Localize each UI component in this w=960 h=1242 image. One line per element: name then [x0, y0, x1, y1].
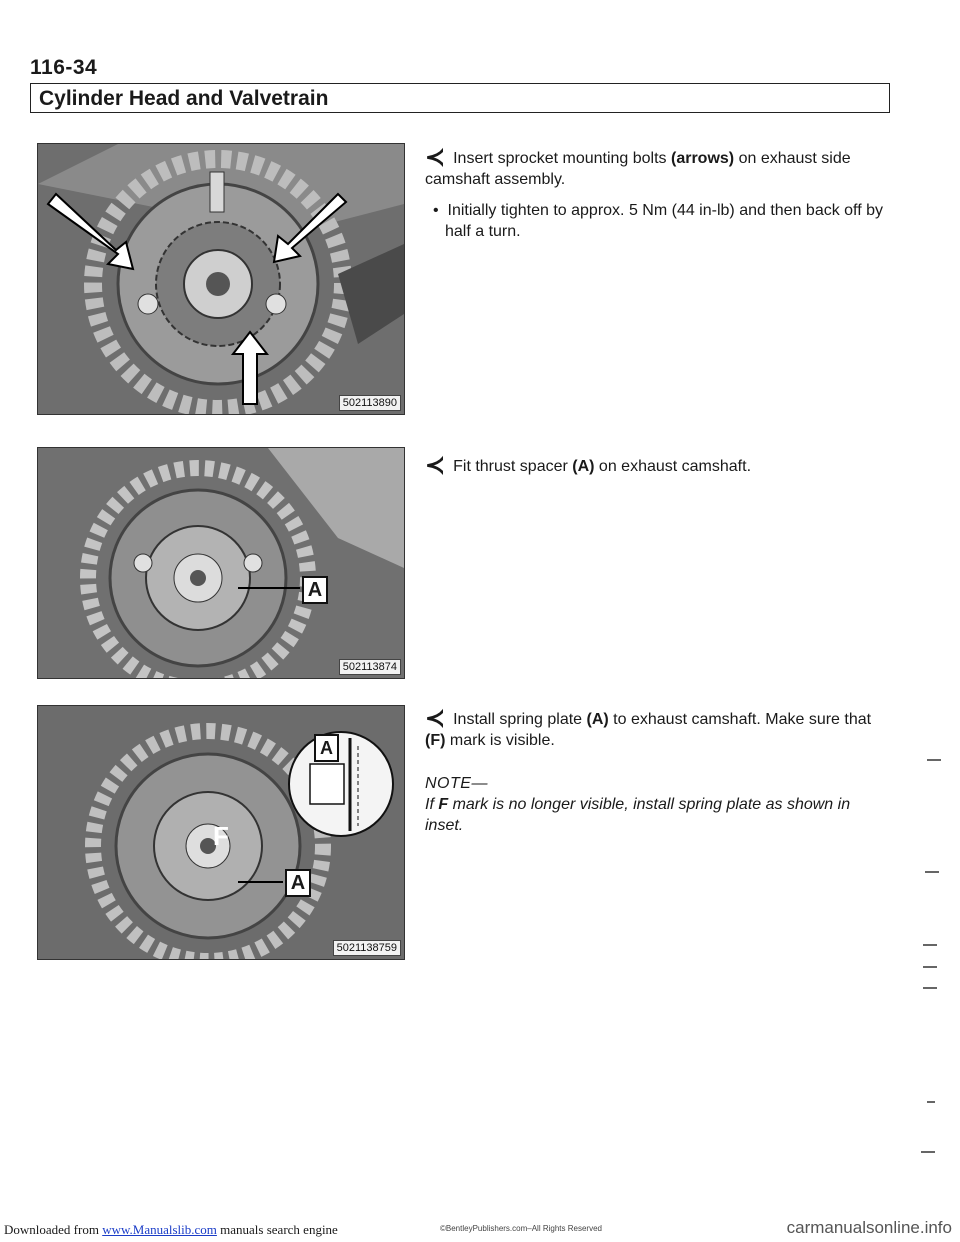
- page-number: 116-34: [30, 56, 98, 79]
- figure-spring-plate: [37, 705, 405, 960]
- step-arrow-icon: ≺: [425, 452, 446, 479]
- copyright-text: ©BentleyPublishers.com–All Rights Reserved: [440, 1224, 602, 1233]
- figure-thrust-spacer: [37, 447, 405, 679]
- callout-a-inset: A: [314, 734, 339, 762]
- callout-a: A: [285, 869, 311, 897]
- note-body: If F mark is no longer visible, install spring plate as shown in inset.: [425, 796, 851, 834]
- step-insert-bolts: ≺ Insert sprocket mounting bolts (arrows) on exhaust side camshaft assembly. • Initially tighten to approx. 5 Nm (44 in-lb) and then back off by half a turn.: [425, 144, 883, 240]
- figure-code: 502113890: [339, 395, 401, 411]
- figure-sprocket-bolts: [37, 143, 405, 415]
- step-arrow-icon: ≺: [425, 144, 446, 171]
- section-title: Cylinder Head and Valvetrain: [39, 87, 329, 110]
- manualslib-link[interactable]: www.Manualslib.com: [102, 1222, 217, 1237]
- note-heading: NOTE—: [425, 775, 488, 792]
- step-arrow-icon: ≺: [425, 705, 446, 732]
- step-bullet: • Initially tighten to approx. 5 Nm (44 in-lb) and then back off by half a turn.: [433, 202, 883, 240]
- callout-f: F: [213, 821, 229, 851]
- bullet-icon: •: [433, 202, 448, 219]
- margin-marks: [905, 0, 955, 1200]
- figure-code: 5021138759: [333, 940, 401, 956]
- section-header: [30, 83, 890, 113]
- step-thrust-spacer: ≺ Fit thrust spacer (A) on exhaust camshaft.: [425, 452, 752, 479]
- figure-code: 502113874: [339, 659, 401, 675]
- step-spring-plate: ≺ Install spring plate (A) to exhaust camshaft. Make sure that (F) mark is visible. NOTE— If F mark is no longer visible, install spring plate as shown in inset.: [425, 708, 885, 836]
- callout-a: A: [302, 576, 328, 604]
- site-watermark: carmanualsonline.info: [786, 1218, 952, 1237]
- download-footer: Downloaded from www.Manualslib.com manuals search engine: [4, 1222, 338, 1237]
